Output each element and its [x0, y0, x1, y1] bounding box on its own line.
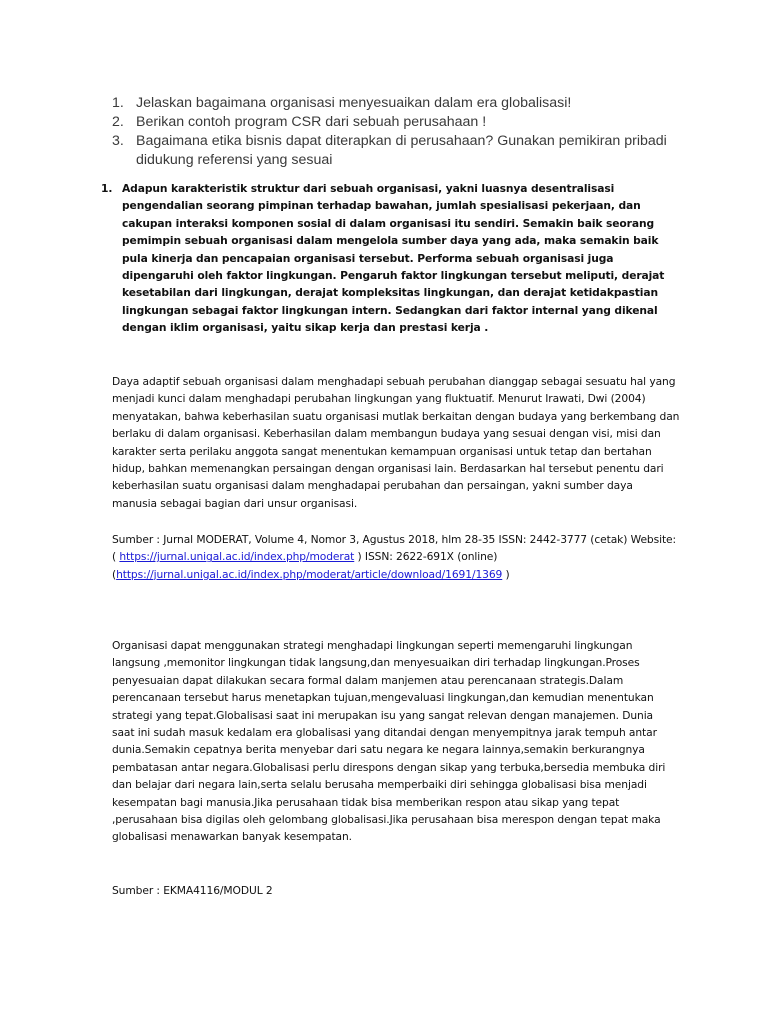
question-item — [112, 94, 712, 113]
paragraph-adaptif: Daya adaptif sebuah organisasi dalam menghadapi sebuah perubahan dianggap sebagai sesuatu hal yang menjadi kunci dalam menghadapi perubahan lingkungan yang fluktuatif. Menurut Irawati, Dwi (2004) menyatakan, bahwa keberhasilan suatu organisasi mutlak berkaitan dengan budaya yang berkembang dan berlaku di dalam organisasi. Keberhasilan dalam membangun budaya yang sesuai dengan visi, misi dan karakter serta perilaku anggota sangat menentukan kemampuan organisasi untuk tetap dan bertahan hidup, bahkan memenangkan persaingan dengan organisasi lain. Berdasarkan hal tersebut penentu dari keberhasilan suatu organisasi dalam menghadapai perubahan dan persaingan, yakni sumber daya manusia sebagai bagian dari unsur organisasi. — [112, 375, 680, 510]
answer-number: 1. — [101, 182, 113, 195]
moderat-website-link[interactable]: https://jurnal.unigal.ac.id/index.php/moderat — [119, 550, 355, 564]
question-list — [112, 94, 712, 170]
source-citation-module: Sumber : EKMA4116/MODUL 2 — [112, 884, 273, 897]
answer-text: Adapun karakteristik struktur dari sebuah organisasi, yakni luasnya desentralisasi pengendalian seorang pimpinan terhadap bawahan, jumlah spesialisasi pekerjaan, dan cakupan interaksi komponen sosial di dalam organisasi itu sendiri. Semakin baik seorang pemimpin sebuah organisasi dalam mengelola sumber daya yang ada, maka semakin baik pula kinerja dan pencapaian organisasi tersebut. Performa sebuah organisasi juga dipengaruhi oleh faktor lingkungan. Pengaruh faktor lingkungan tersebut meliputi, derajat kesetabilan dari lingkungan, derajat kompleksitas lingkungan, dan derajat ketidakpastian lingkungan sebagai faktor lingkungan intern. Sedangkan dari faktor internal yang dikenal dengan iklim organisasi, yaitu sikap kerja dan prestasi kerja . — [122, 182, 665, 335]
source-prefix: Sumber : Jurnal MODERAT, Volume 4, Nomor 3, Agustus 2018, hlm 28-35 ISSN: 2442-3777 (cetak) Website: ( — [112, 533, 677, 564]
question-item — [112, 132, 712, 170]
question-number: 1. — [112, 95, 124, 111]
source-suffix: ) — [502, 567, 510, 581]
question-number: 2. — [112, 114, 124, 130]
moderat-article-link[interactable]: https://jurnal.unigal.ac.id/index.php/moderat/article/download/1691/1369 — [116, 567, 503, 581]
question-item — [112, 113, 712, 132]
paragraph-globalisasi: Organisasi dapat menggunakan strategi menghadapi lingkungan seperti memengaruhi lingkungan langsung ,memonitor lingkungan tidak langsung,dan menyesuaikan diri terhadap lingkungan.Proses penyesuaian dapat dilakukan secara formal dalam manjemen atau perencanaan strategis.Dalam perencanaan tersebut harus menetapkan tujuan,mengevaluasi lingkungan,dan kemudian menentukan strategi yang tepat.Globalisasi saat ini merupakan isu yang sangat relevan dengan manajemen. Dunia saat ini sudah masuk kedalam era globalisasi yang ditandai dengan menyempitnya jarak tempuh antar dunia.Semakin cepatnya berita menyebar dari satu negara ke negara lainnya,semakin berkurangnya pembatasan antar negara.Globalisasi perlu direspons dengan sikap yang terbuka,bersedia membuka diri dan belajar dari negara lain,serta selalu berusaha memperbaiki diri sehingga globalisasi bisa menjadi kesempatan bagi manusia.Jika perusahaan tidak bisa memberikan respon atau sikap yang tepat ,perusahaan bisa digilas oleh gelombang globalisasi.Jika perusahaan bisa merespon dengan tepat maka globalisasi menawarkan banyak kesempatan. — [112, 639, 666, 844]
question-text: Bagaimana etika bisnis dapat diterapkan di perusahaan? Gunakan pemikiran pribadi didukung referensi yang sesuai — [136, 133, 667, 168]
source-citation-moderat — [112, 531, 682, 583]
answer-one — [101, 180, 681, 337]
question-text: Jelaskan bagaimana organisasi menyesuaikan dalam era globalisasi! — [136, 95, 572, 111]
question-text: Berikan contoh program CSR dari sebuah perusahaan ! — [136, 114, 487, 130]
question-number: 3. — [112, 133, 124, 149]
source-middle: ) ISSN: 2622-691X (online) ( — [112, 550, 498, 581]
